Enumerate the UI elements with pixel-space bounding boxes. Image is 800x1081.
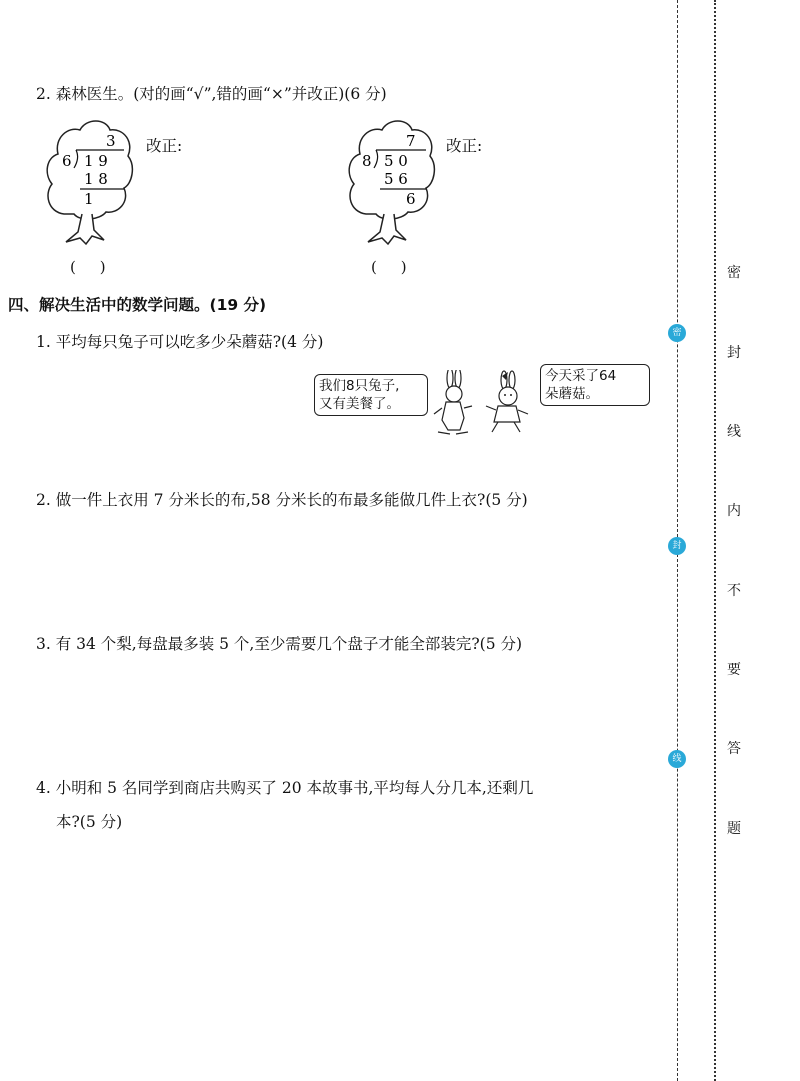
question-1: 1. 平均每只兔子可以吃多少朵蘑菇?(4 分) [36, 333, 324, 351]
badge-3: 线 [668, 750, 686, 768]
question-4-line2: 本?(5 分) [56, 813, 123, 831]
bubble-right-line2: 朵蘑菇。 [545, 386, 599, 402]
rabbits-illustration [420, 370, 540, 438]
question-forest-doctor: 2. 森林医生。(对的画“√”,错的画“×”并改正)(6 分) [36, 85, 387, 103]
badge-2: 封 [668, 537, 686, 555]
section-4-title: 四、解决生活中的数学问题。(19 分) [8, 296, 267, 314]
speech-bubble-left [314, 374, 428, 416]
answer-paren-left: ( ) [70, 258, 106, 276]
tree-left [44, 114, 134, 249]
question-2: 2. 做一件上衣用 7 分米长的布,58 分米长的布最多能做几件上衣?(5 分) [36, 491, 528, 509]
dividend-right: 5 0 [384, 152, 408, 170]
product-left: 1 8 [84, 170, 108, 188]
speech-bubble-right [540, 364, 650, 406]
quotient-left: 3 [106, 132, 116, 150]
remainder-right: 6 [406, 190, 416, 208]
bubble-left-line1: 我们8只兔子, [319, 378, 400, 394]
seal-char-3: 线 [727, 424, 741, 440]
divisor-left: 6 [62, 152, 72, 170]
product-right: 5 6 [384, 170, 408, 188]
tree-right [346, 114, 436, 249]
fix-label-left: 改正: [146, 137, 183, 155]
seal-char-5: 不 [727, 583, 741, 599]
question-4-line1: 4. 小明和 5 名同学到商店共购买了 20 本故事书,平均每人分几本,还剩几 [36, 779, 534, 797]
seal-char-2: 封 [727, 345, 741, 361]
dividend-left: 1 9 [84, 152, 108, 170]
quotient-right: 7 [406, 132, 416, 150]
bubble-left-line2: 又有美餐了。 [319, 396, 400, 412]
answer-paren-right: ( ) [371, 258, 407, 276]
seal-char-4: 内 [727, 503, 741, 519]
seal-char-6: 要 [727, 662, 741, 678]
seal-char-7: 答 [727, 741, 741, 757]
badge-1: 密 [668, 324, 686, 342]
divisor-right: 8 [362, 152, 372, 170]
fix-label-right: 改正: [446, 137, 483, 155]
bubble-right-line1: 今天采了64 [545, 368, 617, 384]
seal-char-8: 题 [727, 821, 741, 837]
seal-char-1: 密 [727, 265, 741, 281]
remainder-left: 1 [84, 190, 94, 208]
question-3: 3. 有 34 个梨,每盘最多装 5 个,至少需要几个盘子才能全部装完?(5 分) [36, 635, 523, 653]
cut-line-dotted [714, 0, 716, 1081]
